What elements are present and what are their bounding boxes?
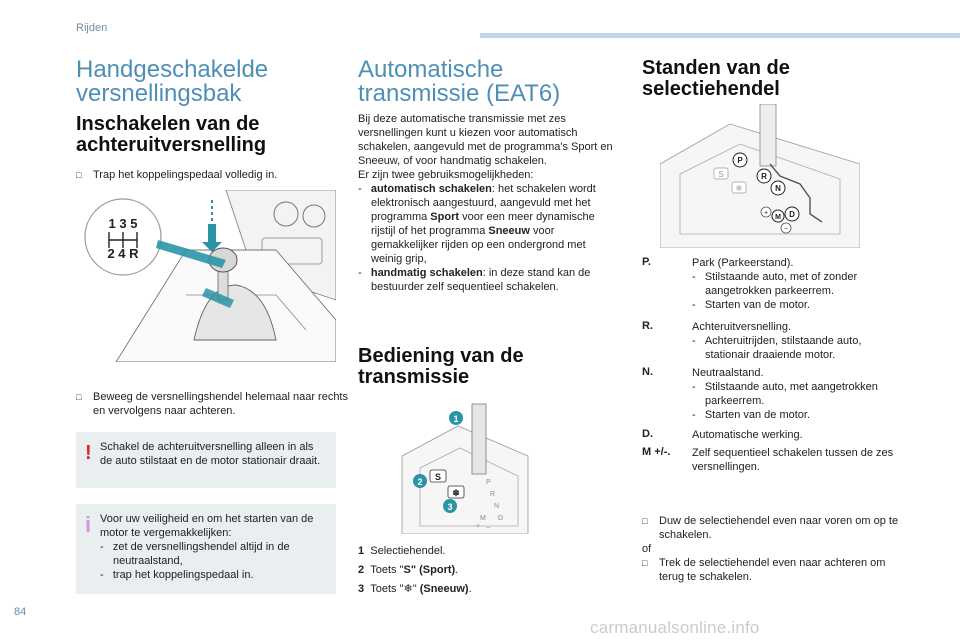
sport-button: S — [434, 472, 442, 482]
gate-minus: − — [486, 525, 491, 532]
info-intro: Voor uw veiligheid en om het starten van de motor te vergemakkelijken: — [100, 513, 314, 539]
gate-d: D — [498, 515, 504, 522]
gate-neutral: N — [775, 184, 781, 193]
step-lever — [76, 390, 353, 418]
mode-automatic: - automatisch schakelen: het schakelen wordt elektronisch aangestuurd, aangevuld met het programma Sport voor een meer dynamische rijstijl of het programma Sneeuw voor gemakkelijker rijden op een ondergrond met weinig grip, — [358, 183, 596, 265]
transmission-description — [358, 112, 618, 294]
gate-r: R — [490, 491, 496, 498]
checkbox-icon: □ — [76, 392, 82, 402]
warning-text: Schakel de achteruitversnelling alleen in als de auto stilstaat en de motor stationair draait. — [100, 441, 321, 467]
callout-3: 3 — [447, 502, 453, 512]
info-icon: i — [85, 512, 92, 537]
gate-p: P — [486, 479, 491, 486]
gate-n: N — [494, 503, 500, 510]
info-item: - trap het koppelingspedaal in. — [100, 569, 254, 581]
selector-gate-illustration — [660, 104, 860, 248]
callout-1: 1 — [453, 414, 459, 424]
page-number: 84 — [14, 606, 27, 618]
snow-button: ❄ — [452, 488, 460, 498]
action-downshift: □ Trek de selectiehendel even naar achteren om terug te schakelen. — [642, 557, 886, 583]
warning-icon: ! — [85, 442, 92, 464]
watermark: carmanualsonline.info — [590, 618, 760, 637]
action-upshift: □ Duw de selectiehendel even naar voren om op te schakelen. — [642, 515, 899, 541]
info-note — [76, 504, 336, 594]
step-lever-text: Beweeg de versnellingshendel helemaal naar rechts en vervolgens naar achteren. — [93, 391, 348, 417]
section-header: Rijden — [76, 22, 108, 34]
gear-label-bottom: 2 4 R — [107, 246, 139, 261]
step-clutch-text: Trap het koppelingspedaal volledig in. — [93, 169, 278, 181]
transmission-intro: Bij deze automatische transmissie met zes versnellingen kunt u kiezen voor automatisch schakelen, aangevuld met de programma's Sport en Sneeuw, of voor handmatig schakelen. — [358, 113, 613, 167]
gate-minus: − — [783, 226, 789, 233]
checkbox-icon: □ — [76, 170, 82, 180]
gate-m: M — [480, 515, 486, 522]
legend-item: 2 Toets "S" (Sport). — [358, 564, 459, 576]
selector-illustration — [400, 396, 530, 534]
legend-item: 1 Selectiehendel. — [358, 545, 446, 557]
or-separator: of — [642, 543, 652, 555]
transmission-control-subtitle: Bediening van de transmissie — [358, 345, 524, 388]
manual-gearbox-illustration — [76, 190, 336, 362]
gate-plus: + — [476, 523, 481, 530]
warning-note — [76, 432, 336, 488]
header-bar — [480, 33, 960, 38]
mode-manual: - handmatig schakelen: in deze stand kan de bestuurder zelf sequentieel schakelen. — [358, 267, 591, 293]
legend-item: 3 Toets "❄" (Sneeuw). — [358, 583, 472, 595]
gate-s: S — [718, 170, 724, 179]
manual-gearbox-title: Handgeschakelde versnellingsbak — [76, 56, 269, 107]
info-item: - zet de versnellingshendel altijd in de neutraalstand, — [100, 541, 290, 567]
shift-actions — [642, 514, 904, 584]
gate-plus: + — [763, 210, 769, 217]
gate-manual: M — [775, 214, 781, 221]
info-content — [100, 512, 328, 582]
reverse-gear-subtitle: Inschakelen van de achteruitversnelling — [76, 113, 267, 156]
positions-list: P. Park (Parkeerstand). - Stilstaande auto, met of zonder aangetrokken parkeerrem. - Starten van de motor. R. Achteruitversnelling. - Achteruitrijden, stilstaande auto, stationair draaiende motor. N. Neutraalstand. - Stilstaande auto, met aangetrokken parkeerrem. - Starten van de motor. D. Automatische werking. M +/-. Zelf sequentieel schakelen tussen de zes versnellingen. — [642, 256, 894, 473]
gate-snow: ❄ — [735, 184, 743, 193]
gate-park: P — [737, 156, 743, 165]
checkbox-icon: □ — [642, 516, 648, 526]
modes-intro: Er zijn twee gebruiksmogelijkheden: — [358, 169, 534, 181]
step-clutch — [76, 168, 353, 182]
gear-label-top: 1 3 5 — [108, 216, 138, 231]
gate-drive: D — [789, 210, 795, 219]
automatic-transmission-title: Automatische transmissie (EAT6) — [358, 56, 561, 107]
selector-legend — [358, 542, 598, 599]
callout-2: 2 — [417, 477, 423, 487]
checkbox-icon: □ — [642, 558, 648, 568]
selector-positions-title: Standen van de selectiehendel — [642, 57, 790, 100]
gate-reverse: R — [761, 172, 767, 181]
